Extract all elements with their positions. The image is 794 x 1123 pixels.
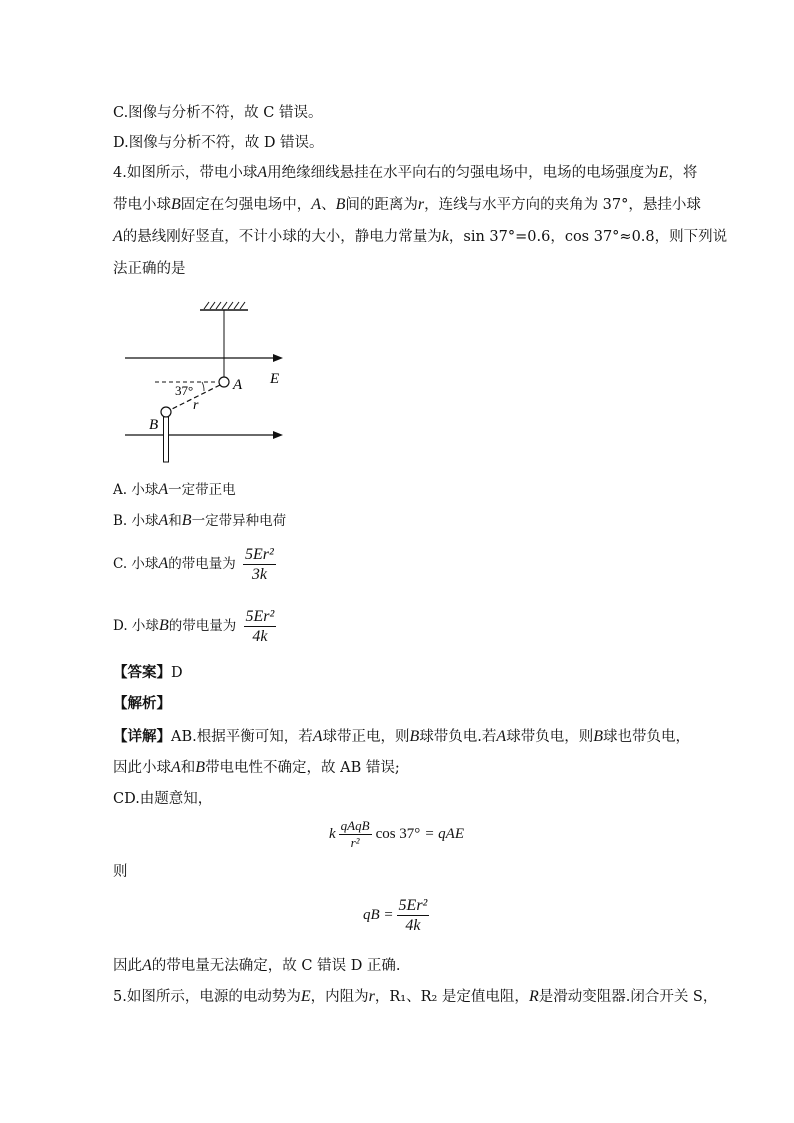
- angle-label: 37°: [175, 383, 194, 398]
- then-line: 则: [113, 864, 128, 880]
- question-4-line-1: 4.如图所示，带电小球A用绝缘细线悬挂在水平向右的匀强电场中，电场的电场强度为E，将: [113, 164, 698, 181]
- answer-line: 【答案】D: [113, 664, 183, 681]
- distance-label: r: [193, 398, 199, 413]
- insulating-stand: [164, 417, 169, 462]
- option-c-fraction: $\frac{\text{5Er²}}{3k}$: [245, 546, 274, 583]
- option-d-fraction: $\frac{\text{5Er²}}{4k}$: [245, 608, 275, 645]
- ball-a: [219, 377, 229, 387]
- ball-a-label: A: [233, 377, 243, 393]
- field-arrow-top: [273, 354, 283, 362]
- question-4-line-2: 带电小球B固定在匀强电场中，A、B间的距离为r，连线与水平方向的夹角为 37°，悬挂小球: [113, 196, 701, 213]
- field-label: E: [270, 371, 280, 387]
- option-b: B. 小球A和B一定带异种电荷: [113, 512, 287, 529]
- equation-1: k $\frac{\text{qAqB}}{\text{r²}}$ cos 37° = qAE: [329, 818, 465, 850]
- question-4-line-3: A的悬线刚好竖直，不计小球的大小，静电力常量为k，sin 37°=0.6，cos 37°≈0.8，则下列说: [113, 228, 728, 245]
- question-4-line-4: 法正确的是: [113, 261, 186, 277]
- option-d: D. 小球B的带电量为 $\frac{\text{5Er²}}{4k}$: [113, 608, 275, 645]
- ball-b: [161, 407, 171, 417]
- ceiling-hatch: [204, 302, 245, 309]
- field-arrow-bottom: [273, 431, 283, 439]
- equation-2: qB = $\frac{\text{5Er²}}{4k}$: [363, 897, 428, 934]
- question-4-figure: [110, 298, 300, 470]
- conclusion-line: 因此A的带电量无法确定，故 C 错误 D 正确.: [113, 957, 401, 974]
- analysis-heading: 【解析】: [113, 695, 171, 712]
- detail-line-2: 因此小球A和B带电电性不确定，故 AB 错误;: [113, 759, 400, 776]
- question-5-line-1: 5.如图所示，电源的电动势为E，内阻为r，R₁、R₂ 是定值电阻，R是滑动变阻器.闭合开关 S，: [113, 988, 718, 1005]
- option-c: C. 小球A的带电量为 $\frac{\text{5Er²}}{3k}$: [113, 546, 274, 583]
- option-a: A. 小球A一定带正电: [113, 481, 236, 498]
- detail-line-1: 【详解】AB.根据平衡可知，若A球带正电，则B球带负电.若A球带负电，则B球也带负电，: [113, 728, 690, 745]
- option-c-previous: C.图像与分析不符，故 C 错误。: [113, 105, 323, 121]
- angle-arc: [202, 382, 204, 391]
- option-d-previous: D.图像与分析不符，故 D 错误。: [113, 135, 324, 151]
- ball-b-label: B: [149, 417, 159, 433]
- detail-line-3: CD.由题意知，: [113, 791, 213, 807]
